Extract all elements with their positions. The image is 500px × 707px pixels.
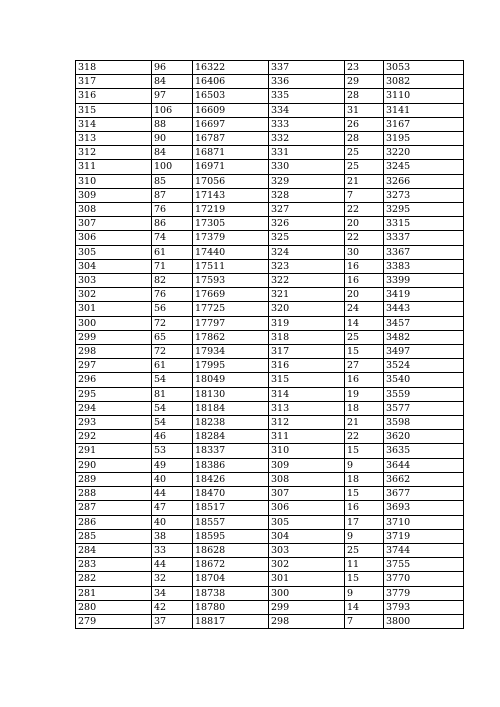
table-cell: 25	[345, 160, 384, 174]
table-cell: 40	[152, 515, 193, 529]
table-cell: 7	[345, 614, 384, 628]
table-cell: 17669	[193, 288, 269, 302]
table-cell: 3399	[384, 274, 464, 288]
table-cell: 296	[76, 373, 152, 387]
table-cell: 40	[152, 472, 193, 486]
table-row	[76, 487, 464, 501]
table-cell: 329	[269, 174, 345, 188]
table-cell: 71	[152, 259, 193, 273]
table-cell: 18130	[193, 387, 269, 401]
table-cell: 286	[76, 515, 152, 529]
table-cell: 3367	[384, 245, 464, 259]
table-cell: 3141	[384, 103, 464, 117]
table-cell: 312	[76, 146, 152, 160]
table-cell: 16	[345, 259, 384, 273]
table-cell: 291	[76, 444, 152, 458]
table-cell: 3443	[384, 302, 464, 316]
table-cell: 18780	[193, 600, 269, 614]
table-cell: 18704	[193, 572, 269, 586]
table-row	[76, 89, 464, 103]
table-row	[76, 174, 464, 188]
table-cell: 56	[152, 302, 193, 316]
table-cell: 61	[152, 245, 193, 259]
table-cell: 14	[345, 600, 384, 614]
score-table	[75, 60, 464, 629]
table-cell: 3245	[384, 160, 464, 174]
table-cell: 315	[76, 103, 152, 117]
table-cell: 72	[152, 345, 193, 359]
table-cell: 323	[269, 259, 345, 273]
table-cell: 20	[345, 217, 384, 231]
table-cell: 84	[152, 146, 193, 160]
table-cell: 11	[345, 558, 384, 572]
table-cell: 337	[269, 61, 345, 75]
table-cell: 310	[76, 174, 152, 188]
table-cell: 97	[152, 89, 193, 103]
table-cell: 293	[76, 416, 152, 430]
table-cell: 9	[345, 458, 384, 472]
table-cell: 61	[152, 359, 193, 373]
table-cell: 3195	[384, 132, 464, 146]
table-cell: 299	[76, 330, 152, 344]
table-cell: 280	[76, 600, 152, 614]
table-cell: 18595	[193, 529, 269, 543]
table-cell: 22	[345, 430, 384, 444]
table-cell: 313	[269, 401, 345, 415]
table-cell: 54	[152, 401, 193, 415]
table-cell: 331	[269, 146, 345, 160]
table-cell: 325	[269, 231, 345, 245]
table-cell: 74	[152, 231, 193, 245]
table-cell: 324	[269, 245, 345, 259]
table-row	[76, 515, 464, 529]
table-cell: 3482	[384, 330, 464, 344]
table-cell: 304	[76, 259, 152, 273]
table-cell: 18738	[193, 586, 269, 600]
table-cell: 314	[76, 117, 152, 131]
table-row	[76, 401, 464, 415]
table-cell: 310	[269, 444, 345, 458]
table-cell: 3710	[384, 515, 464, 529]
table-cell: 3559	[384, 387, 464, 401]
table-row	[76, 117, 464, 131]
table-cell: 314	[269, 387, 345, 401]
table-cell: 9	[345, 529, 384, 543]
table-cell: 3082	[384, 75, 464, 89]
table-cell: 23	[345, 61, 384, 75]
table-cell: 21	[345, 174, 384, 188]
table-cell: 16	[345, 274, 384, 288]
table-cell: 3800	[384, 614, 464, 628]
table-cell: 33	[152, 543, 193, 557]
table-cell: 16503	[193, 89, 269, 103]
table-cell: 326	[269, 217, 345, 231]
table-cell: 3337	[384, 231, 464, 245]
table-row	[76, 302, 464, 316]
table-cell: 16871	[193, 146, 269, 160]
table-cell: 49	[152, 458, 193, 472]
table-row	[76, 458, 464, 472]
table-cell: 17305	[193, 217, 269, 231]
table-cell: 88	[152, 117, 193, 131]
table-cell: 87	[152, 188, 193, 202]
table-cell: 332	[269, 132, 345, 146]
table-row	[76, 416, 464, 430]
table-cell: 284	[76, 543, 152, 557]
table-cell: 65	[152, 330, 193, 344]
table-row	[76, 103, 464, 117]
table-cell: 292	[76, 430, 152, 444]
table-cell: 3577	[384, 401, 464, 415]
table-row	[76, 259, 464, 273]
table-row	[76, 146, 464, 160]
table-cell: 16406	[193, 75, 269, 89]
table-cell: 34	[152, 586, 193, 600]
table-cell: 18184	[193, 401, 269, 415]
table-cell: 3383	[384, 259, 464, 273]
table-cell: 3273	[384, 188, 464, 202]
table-cell: 24	[345, 302, 384, 316]
table-row	[76, 558, 464, 572]
table-cell: 3053	[384, 61, 464, 75]
table-row	[76, 188, 464, 202]
table-cell: 18817	[193, 614, 269, 628]
table-row	[76, 316, 464, 330]
table-cell: 3635	[384, 444, 464, 458]
table-body	[76, 61, 464, 629]
table-row	[76, 430, 464, 444]
table-cell: 279	[76, 614, 152, 628]
table-cell: 318	[269, 330, 345, 344]
table-cell: 16697	[193, 117, 269, 131]
table-cell: 304	[269, 529, 345, 543]
table-cell: 16	[345, 373, 384, 387]
table-cell: 21	[345, 416, 384, 430]
table-cell: 303	[269, 543, 345, 557]
table-cell: 18049	[193, 373, 269, 387]
table-row	[76, 217, 464, 231]
table-row	[76, 373, 464, 387]
table-cell: 17862	[193, 330, 269, 344]
table-cell: 46	[152, 430, 193, 444]
table-cell: 308	[269, 472, 345, 486]
table-cell: 283	[76, 558, 152, 572]
table-cell: 106	[152, 103, 193, 117]
table-cell: 25	[345, 543, 384, 557]
table-cell: 3167	[384, 117, 464, 131]
table-row	[76, 274, 464, 288]
table-cell: 30	[345, 245, 384, 259]
table-cell: 300	[269, 586, 345, 600]
table-cell: 31	[345, 103, 384, 117]
table-cell: 320	[269, 302, 345, 316]
table-cell: 298	[269, 614, 345, 628]
table-cell: 3419	[384, 288, 464, 302]
table-row	[76, 288, 464, 302]
table-cell: 289	[76, 472, 152, 486]
table-cell: 316	[269, 359, 345, 373]
table-cell: 306	[76, 231, 152, 245]
table-cell: 282	[76, 572, 152, 586]
table-cell: 311	[269, 430, 345, 444]
table-row	[76, 203, 464, 217]
table-cell: 281	[76, 586, 152, 600]
table-cell: 15	[345, 487, 384, 501]
table-cell: 90	[152, 132, 193, 146]
table-cell: 3770	[384, 572, 464, 586]
table-cell: 3220	[384, 146, 464, 160]
table-cell: 336	[269, 75, 345, 89]
table-cell: 16	[345, 501, 384, 515]
table-cell: 3793	[384, 600, 464, 614]
table-cell: 317	[76, 75, 152, 89]
table-cell: 3662	[384, 472, 464, 486]
table-cell: 18284	[193, 430, 269, 444]
table-cell: 3693	[384, 501, 464, 515]
table-cell: 15	[345, 345, 384, 359]
table-cell: 285	[76, 529, 152, 543]
table-cell: 44	[152, 558, 193, 572]
table-cell: 38	[152, 529, 193, 543]
table-row	[76, 330, 464, 344]
table-cell: 18426	[193, 472, 269, 486]
table-row	[76, 586, 464, 600]
table-cell: 305	[269, 515, 345, 529]
table-cell: 17440	[193, 245, 269, 259]
table-cell: 3315	[384, 217, 464, 231]
table-cell: 287	[76, 501, 152, 515]
table-cell: 307	[269, 487, 345, 501]
table-cell: 18	[345, 401, 384, 415]
table-row	[76, 359, 464, 373]
table-cell: 17056	[193, 174, 269, 188]
table-cell: 17797	[193, 316, 269, 330]
table-cell: 3620	[384, 430, 464, 444]
table-cell: 308	[76, 203, 152, 217]
table-cell: 318	[76, 61, 152, 75]
table-cell: 315	[269, 373, 345, 387]
table-cell: 16609	[193, 103, 269, 117]
table-row	[76, 444, 464, 458]
table-cell: 81	[152, 387, 193, 401]
table-cell: 330	[269, 160, 345, 174]
table-row	[76, 61, 464, 75]
table-cell: 316	[76, 89, 152, 103]
table-cell: 3540	[384, 373, 464, 387]
table-cell: 18337	[193, 444, 269, 458]
table-cell: 312	[269, 416, 345, 430]
table-cell: 299	[269, 600, 345, 614]
table-cell: 3755	[384, 558, 464, 572]
table-cell: 29	[345, 75, 384, 89]
table-row	[76, 572, 464, 586]
table-cell: 26	[345, 117, 384, 131]
table-cell: 301	[269, 572, 345, 586]
table-cell: 333	[269, 117, 345, 131]
table-cell: 25	[345, 330, 384, 344]
table-cell: 18386	[193, 458, 269, 472]
table-cell: 100	[152, 160, 193, 174]
table-row	[76, 600, 464, 614]
table-cell: 302	[76, 288, 152, 302]
table-cell: 86	[152, 217, 193, 231]
table-cell: 15	[345, 572, 384, 586]
table-cell: 18672	[193, 558, 269, 572]
table-cell: 303	[76, 274, 152, 288]
table-row	[76, 529, 464, 543]
table-cell: 300	[76, 316, 152, 330]
table-row	[76, 132, 464, 146]
table-cell: 17995	[193, 359, 269, 373]
table-cell: 321	[269, 288, 345, 302]
table-cell: 3744	[384, 543, 464, 557]
table-row	[76, 387, 464, 401]
table-row	[76, 472, 464, 486]
table-cell: 3779	[384, 586, 464, 600]
table-cell: 28	[345, 89, 384, 103]
table-cell: 47	[152, 501, 193, 515]
table-cell: 295	[76, 387, 152, 401]
table-cell: 17725	[193, 302, 269, 316]
table-cell: 3457	[384, 316, 464, 330]
table-cell: 85	[152, 174, 193, 188]
table-cell: 305	[76, 245, 152, 259]
table-cell: 17934	[193, 345, 269, 359]
table-cell: 16787	[193, 132, 269, 146]
table-cell: 7	[345, 188, 384, 202]
table-cell: 18557	[193, 515, 269, 529]
table-cell: 3598	[384, 416, 464, 430]
table-cell: 16322	[193, 61, 269, 75]
table-cell: 32	[152, 572, 193, 586]
table-cell: 18628	[193, 543, 269, 557]
table-cell: 306	[269, 501, 345, 515]
table-cell: 307	[76, 217, 152, 231]
table-cell: 42	[152, 600, 193, 614]
table-cell: 84	[152, 75, 193, 89]
table-cell: 18	[345, 472, 384, 486]
table-cell: 334	[269, 103, 345, 117]
table-cell: 311	[76, 160, 152, 174]
table-cell: 328	[269, 188, 345, 202]
table-cell: 72	[152, 316, 193, 330]
table-cell: 76	[152, 203, 193, 217]
table-cell: 17379	[193, 231, 269, 245]
table-cell: 297	[76, 359, 152, 373]
table-cell: 22	[345, 203, 384, 217]
table-cell: 28	[345, 132, 384, 146]
table-row	[76, 245, 464, 259]
table-cell: 3677	[384, 487, 464, 501]
table-cell: 82	[152, 274, 193, 288]
table-cell: 22	[345, 231, 384, 245]
table-cell: 17	[345, 515, 384, 529]
table-cell: 3295	[384, 203, 464, 217]
table-cell: 15	[345, 444, 384, 458]
table-cell: 16971	[193, 160, 269, 174]
table-cell: 3719	[384, 529, 464, 543]
table-row	[76, 75, 464, 89]
table-cell: 76	[152, 288, 193, 302]
table-cell: 290	[76, 458, 152, 472]
table-cell: 3524	[384, 359, 464, 373]
table-cell: 37	[152, 614, 193, 628]
table-row	[76, 614, 464, 628]
table-cell: 18470	[193, 487, 269, 501]
table-cell: 18517	[193, 501, 269, 515]
table-cell: 3497	[384, 345, 464, 359]
table-cell: 54	[152, 373, 193, 387]
table-cell: 17593	[193, 274, 269, 288]
table-cell: 302	[269, 558, 345, 572]
table-cell: 27	[345, 359, 384, 373]
table-cell: 327	[269, 203, 345, 217]
table-cell: 17219	[193, 203, 269, 217]
table-row	[76, 345, 464, 359]
table-cell: 322	[269, 274, 345, 288]
table-row	[76, 231, 464, 245]
table-cell: 3266	[384, 174, 464, 188]
table-cell: 288	[76, 487, 152, 501]
table-cell: 298	[76, 345, 152, 359]
table-cell: 96	[152, 61, 193, 75]
table-cell: 313	[76, 132, 152, 146]
table-cell: 17511	[193, 259, 269, 273]
table-cell: 309	[269, 458, 345, 472]
table-cell: 53	[152, 444, 193, 458]
table-cell: 9	[345, 586, 384, 600]
table-cell: 309	[76, 188, 152, 202]
table-cell: 44	[152, 487, 193, 501]
table-cell: 20	[345, 288, 384, 302]
table-cell: 19	[345, 387, 384, 401]
table-cell: 25	[345, 146, 384, 160]
table-cell: 319	[269, 316, 345, 330]
table-cell: 18238	[193, 416, 269, 430]
table-row	[76, 501, 464, 515]
table-row	[76, 543, 464, 557]
table-cell: 301	[76, 302, 152, 316]
table-cell: 54	[152, 416, 193, 430]
table-cell: 3644	[384, 458, 464, 472]
table-cell: 317	[269, 345, 345, 359]
table-cell: 14	[345, 316, 384, 330]
table-cell: 3110	[384, 89, 464, 103]
table-cell: 335	[269, 89, 345, 103]
table-cell: 17143	[193, 188, 269, 202]
table-cell: 294	[76, 401, 152, 415]
table-row	[76, 160, 464, 174]
